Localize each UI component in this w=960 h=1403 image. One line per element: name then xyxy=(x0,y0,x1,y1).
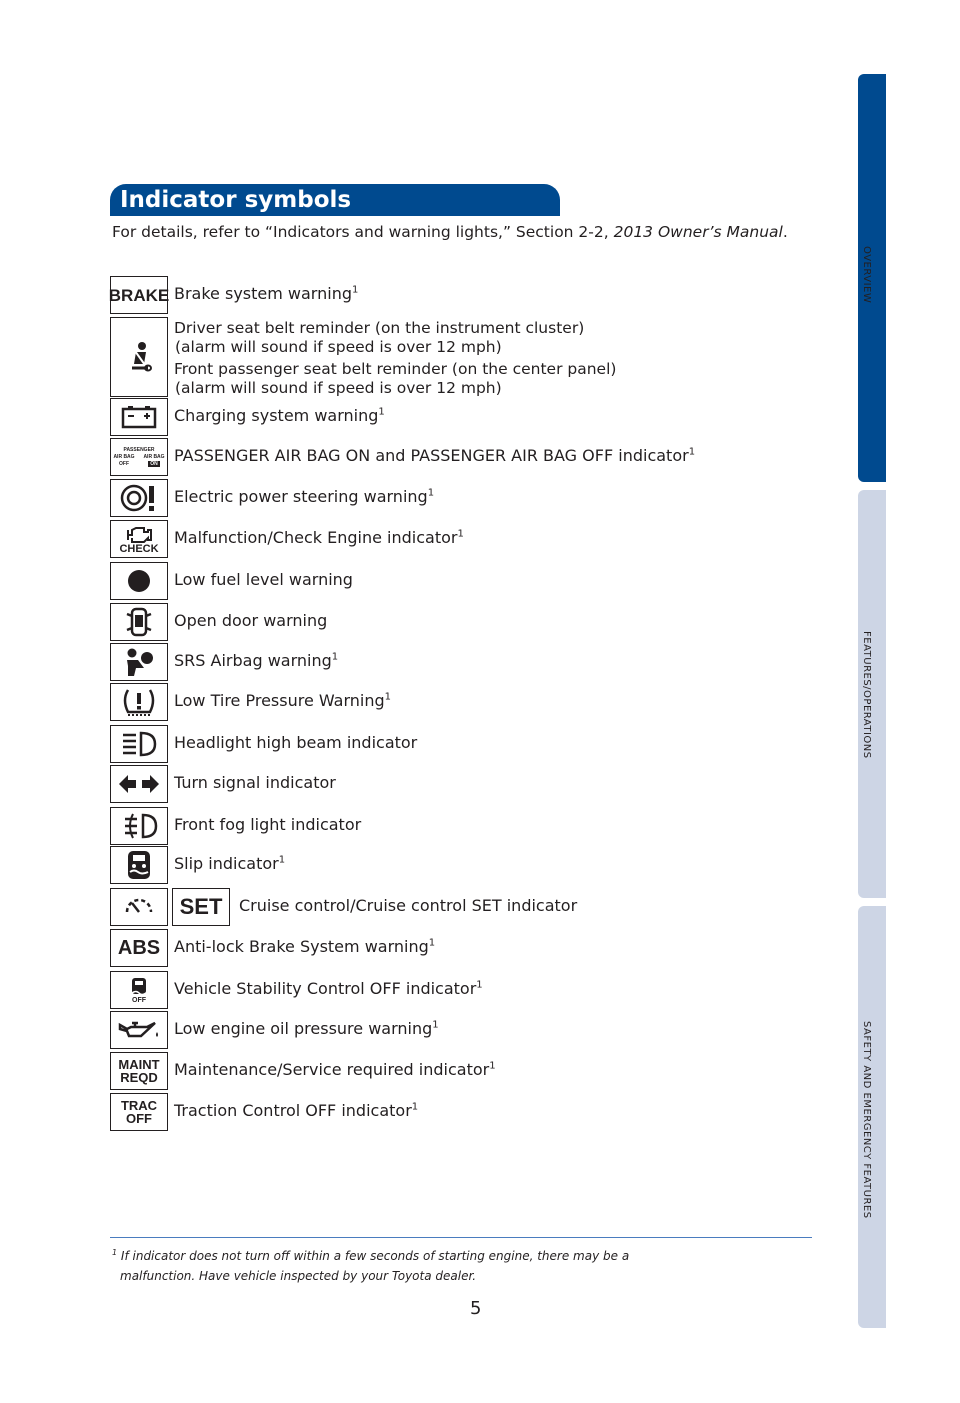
indicator-label: SRS Airbag warning$^1$ xyxy=(174,651,339,670)
seatbelt-passenger-label: Front passenger seat belt reminder (on the center panel) xyxy=(174,360,617,378)
open-door-icon xyxy=(110,603,168,641)
footnote: $^1$ If indicator does not turn off within a few seconds of starting engine, there may be a malfunction. Have vehicle inspected by your Toyota dealer. xyxy=(112,1248,630,1283)
indicator-label: Malfunction/Check Engine indicator$^1$ xyxy=(174,528,464,547)
indicator-label: Charging system warning$^1$ xyxy=(174,406,385,425)
safety-tab-label: SAFETY AND EMERGENCY FEATURES xyxy=(861,1021,872,1219)
indicator-label: Electric power steering warning$^1$ xyxy=(174,487,435,506)
cruise-set-icon: SET xyxy=(172,888,230,926)
brake-icon: BRAKE xyxy=(110,276,168,314)
manual-title: 2013 Owner’s Manual xyxy=(613,223,783,241)
cruise-control-icon xyxy=(110,888,168,926)
indicator-label: Low Tire Pressure Warning$^1$ xyxy=(174,691,392,710)
high-beam-icon xyxy=(110,725,168,763)
indicator-label: Slip indicator$^1$ xyxy=(174,854,286,873)
indicator-label: Vehicle Stability Control OFF indicator$^1$ xyxy=(174,979,483,998)
footnote-divider xyxy=(110,1237,812,1238)
seatbelt-driver-label: Driver seat belt reminder (on the instrument cluster) xyxy=(174,319,585,337)
section-title: Indicator symbols xyxy=(120,187,352,213)
indicator-label: Front fog light indicator xyxy=(174,815,362,834)
vsc-off-icon: OFF xyxy=(110,971,168,1009)
indicator-label: Low fuel level warning xyxy=(174,570,353,589)
seatbelt-icon xyxy=(110,317,168,397)
indicator-label: Open door warning xyxy=(174,611,328,630)
fog-light-icon xyxy=(110,807,168,845)
tire-pressure-icon xyxy=(110,683,168,721)
page-number: 5 xyxy=(470,1298,482,1319)
indicator-label: Maintenance/Service required indicator$^1$ xyxy=(174,1060,496,1079)
maint-reqd-icon: MAINT REQD xyxy=(110,1052,168,1090)
intro-paragraph: For details, refer to “Indicators and warning lights,” Section 2-2, 2013 Owner’s Manual. xyxy=(112,223,788,241)
srs-airbag-icon xyxy=(110,643,168,681)
battery-icon xyxy=(110,398,168,436)
indicator-label: Turn signal indicator xyxy=(174,773,336,792)
indicator-label: Cruise control/Cruise control SET indicator xyxy=(239,896,578,915)
overview-tab-label: OVERVIEW xyxy=(861,246,872,304)
trac-off-icon: TRAC OFF xyxy=(110,1093,168,1131)
check-engine-icon: CHECK xyxy=(110,520,168,558)
indicator-label: PASSENGER AIR BAG ON and PASSENGER AIR BAG OFF indicator$^1$ xyxy=(174,446,696,465)
seatbelt-driver-note: (alarm will sound if speed is over 12 mph) xyxy=(175,338,502,356)
section-title-banner xyxy=(110,184,560,216)
steering-wheel-warning-icon xyxy=(110,479,168,517)
passenger-airbag-icon: PASSENGER AIR BAG OFF AIR BAG ON xyxy=(110,438,168,476)
abs-icon: ABS xyxy=(110,929,168,967)
indicator-label: Traction Control OFF indicator$^1$ xyxy=(174,1101,419,1120)
oil-can-icon xyxy=(110,1011,168,1049)
fuel-dot-icon xyxy=(110,562,168,600)
indicator-label: Headlight high beam indicator xyxy=(174,733,418,752)
features-tab-label: FEATURES/OPERATIONS xyxy=(861,631,872,759)
slip-car-icon xyxy=(110,846,168,884)
turn-signal-arrows-icon xyxy=(110,765,168,803)
seatbelt-passenger-note: (alarm will sound if speed is over 12 mph) xyxy=(175,379,502,397)
indicator-label: Low engine oil pressure warning$^1$ xyxy=(174,1019,439,1038)
indicator-label: Anti-lock Brake System warning$^1$ xyxy=(174,937,436,956)
indicator-label: Brake system warning$^1$ xyxy=(174,284,359,303)
